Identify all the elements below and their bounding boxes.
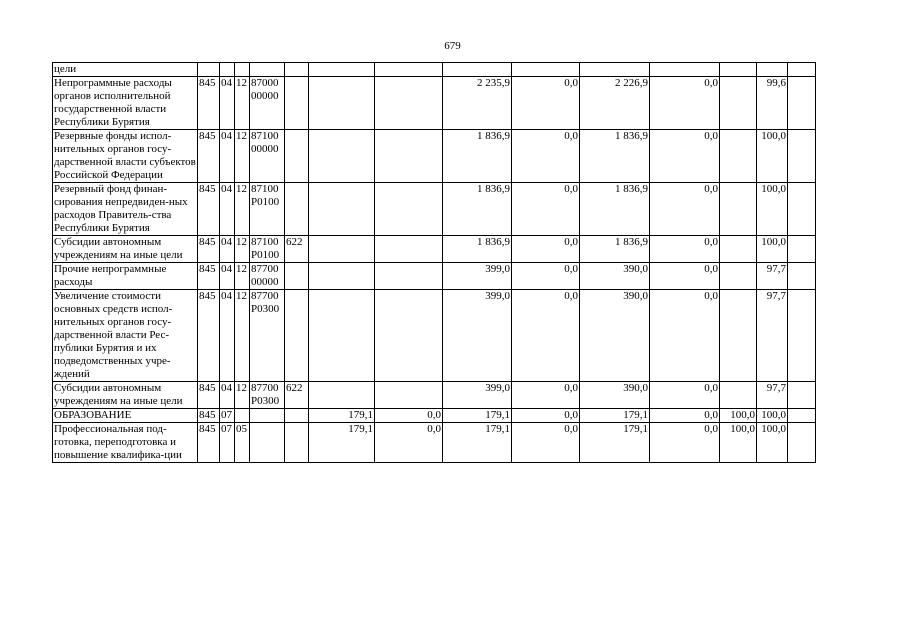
value-cell [788, 236, 816, 263]
value-cell: 0,0 [650, 382, 720, 409]
code-cell: 04 [220, 382, 235, 409]
value-cell: 1 836,9 [580, 236, 650, 263]
value-cell: 390,0 [580, 382, 650, 409]
value-cell [720, 382, 757, 409]
code-cell: 12 [235, 183, 250, 236]
value-cell: 0,0 [650, 409, 720, 423]
row-name-cell: Прочие непрограммные расходы [53, 263, 198, 290]
code-cell [285, 77, 309, 130]
code-cell: 12 [235, 77, 250, 130]
value-cell [309, 77, 375, 130]
value-cell [309, 382, 375, 409]
value-cell: 0,0 [512, 423, 580, 463]
value-cell [375, 63, 443, 77]
row-name-cell: Субсидии автономным учреждениям на иные цели [53, 236, 198, 263]
value-cell [309, 290, 375, 382]
value-cell: 399,0 [443, 290, 512, 382]
value-cell: 2 235,9 [443, 77, 512, 130]
value-cell: 0,0 [512, 409, 580, 423]
code-cell: 87100 P0100 [250, 236, 285, 263]
code-cell: 845 [198, 77, 220, 130]
code-cell: 845 [198, 290, 220, 382]
value-cell: 390,0 [580, 263, 650, 290]
value-cell: 179,1 [580, 409, 650, 423]
code-cell: 04 [220, 130, 235, 183]
page-number: 679 [444, 40, 461, 52]
code-cell: 87100 00000 [250, 130, 285, 183]
value-cell: 0,0 [375, 409, 443, 423]
value-cell [512, 63, 580, 77]
row-name-cell: Увеличение стоимости основных средств испол-нительных органов госу-дарственной власти Рес-публики Бурятия и их подведомственных учре-ждений [53, 290, 198, 382]
value-cell: 97,7 [757, 382, 788, 409]
row-name-cell: цели [53, 63, 198, 77]
value-cell: 1 836,9 [443, 236, 512, 263]
code-cell: 845 [198, 183, 220, 236]
value-cell [443, 63, 512, 77]
value-cell: 0,0 [650, 263, 720, 290]
value-cell: 1 836,9 [580, 183, 650, 236]
value-cell: 1 836,9 [443, 183, 512, 236]
code-cell: 12 [235, 236, 250, 263]
value-cell [788, 263, 816, 290]
row-name-cell: Резервные фонды испол-нительных органов госу-дарственной власти субъектов Российской Федерации [54, 130, 196, 181]
code-cell: 04 [220, 263, 235, 290]
value-cell: 100,0 [757, 236, 788, 263]
code-cell: 845 [198, 236, 220, 263]
table-row [53, 382, 816, 409]
value-cell: 0,0 [650, 130, 720, 183]
code-cell: 04 [220, 183, 235, 236]
table-row [53, 77, 816, 130]
value-cell: 100,0 [720, 409, 757, 423]
code-cell: 845 [198, 382, 220, 409]
code-cell: 845 [198, 130, 220, 183]
code-cell [285, 183, 309, 236]
value-cell: 0,0 [512, 77, 580, 130]
value-cell [757, 63, 788, 77]
code-cell: 12 [235, 290, 250, 382]
value-cell: 0,0 [650, 77, 720, 130]
value-cell: 179,1 [309, 409, 375, 423]
value-cell [788, 423, 816, 463]
code-cell: 04 [220, 236, 235, 263]
value-cell: 0,0 [512, 236, 580, 263]
code-cell [198, 63, 220, 77]
code-cell: 07 [220, 423, 235, 463]
value-cell: 0,0 [650, 423, 720, 463]
value-cell: 0,0 [375, 423, 443, 463]
value-cell [720, 77, 757, 130]
value-cell [720, 130, 757, 183]
value-cell [788, 382, 816, 409]
row-name-cell: Резервный фонд финан-сирования непредвиден-ных расходов Правитель-ства Республики Бурятия [53, 183, 198, 236]
value-cell: 390,0 [580, 290, 650, 382]
value-cell [309, 63, 375, 77]
value-cell [788, 63, 816, 77]
table-row [53, 409, 816, 423]
code-cell: 87700 P0300 [250, 290, 285, 382]
value-cell [720, 290, 757, 382]
code-cell [285, 290, 309, 382]
code-cell: 12 [235, 263, 250, 290]
code-cell: 87100 P0100 [250, 183, 285, 236]
row-name-cell: ОБРАЗОВАНИЕ [53, 409, 198, 423]
value-cell [375, 263, 443, 290]
value-cell: 0,0 [650, 290, 720, 382]
value-cell [720, 263, 757, 290]
value-cell: 2 226,9 [580, 77, 650, 130]
value-cell: 100,0 [720, 423, 757, 463]
row-name-cell: Субсидии автономным учреждениям на иные цели [53, 382, 198, 409]
value-cell: 179,1 [309, 423, 375, 463]
code-cell [250, 63, 285, 77]
value-cell: 99,6 [757, 77, 788, 130]
code-cell: 07 [220, 409, 235, 423]
code-cell: 12 [235, 130, 250, 183]
value-cell: 100,0 [757, 130, 788, 183]
code-cell: 845 [198, 409, 220, 423]
value-cell [788, 183, 816, 236]
code-cell: 04 [220, 77, 235, 130]
row-name-cell: Профессиональная под-готовка, переподготовка и повышение квалифика-ции [53, 423, 198, 463]
value-cell [788, 409, 816, 423]
value-cell: 97,7 [757, 263, 788, 290]
value-cell: 100,0 [757, 183, 788, 236]
table-row [53, 183, 816, 236]
value-cell: 1 836,9 [443, 130, 512, 183]
value-cell [309, 263, 375, 290]
code-cell [220, 63, 235, 77]
value-cell: 399,0 [443, 263, 512, 290]
value-cell: 179,1 [580, 423, 650, 463]
code-cell: 87700 00000 [250, 263, 285, 290]
code-cell [235, 409, 250, 423]
value-cell [720, 236, 757, 263]
value-cell [650, 63, 720, 77]
code-cell: 845 [198, 263, 220, 290]
value-cell: 179,1 [443, 423, 512, 463]
code-cell [285, 63, 309, 77]
table-row [53, 423, 816, 463]
value-cell [720, 63, 757, 77]
table-row [53, 130, 816, 183]
value-cell: 0,0 [512, 130, 580, 183]
code-cell: 05 [235, 423, 250, 463]
row-name-cell: Непрограммные расходы органов исполнительной государственной власти Республики Бурятия [53, 77, 198, 130]
value-cell: 179,1 [443, 409, 512, 423]
code-cell [250, 409, 285, 423]
value-cell [309, 183, 375, 236]
value-cell [788, 77, 816, 130]
value-cell [375, 382, 443, 409]
value-cell [375, 290, 443, 382]
table-row [53, 236, 816, 263]
code-cell [285, 423, 309, 463]
value-cell [720, 183, 757, 236]
value-cell [788, 290, 816, 382]
value-cell [788, 130, 816, 183]
code-cell: 622 [285, 236, 309, 263]
value-cell: 0,0 [650, 236, 720, 263]
value-cell [375, 77, 443, 130]
value-cell: 0,0 [512, 183, 580, 236]
code-cell [250, 423, 285, 463]
budget-table [52, 62, 816, 463]
value-cell: 100,0 [757, 409, 788, 423]
code-cell: 04 [220, 290, 235, 382]
code-cell [285, 130, 309, 183]
value-cell [375, 130, 443, 183]
value-cell: 1 836,9 [580, 130, 650, 183]
value-cell: 0,0 [512, 382, 580, 409]
value-cell [309, 130, 375, 183]
code-cell [285, 409, 309, 423]
code-cell: 622 [285, 382, 309, 409]
value-cell: 0,0 [650, 183, 720, 236]
code-cell [285, 263, 309, 290]
table-row [53, 263, 816, 290]
code-cell: 87000 00000 [250, 77, 285, 130]
value-cell: 399,0 [443, 382, 512, 409]
table-row [53, 290, 816, 382]
value-cell: 100,0 [757, 423, 788, 463]
value-cell: 0,0 [512, 263, 580, 290]
code-cell: 87700 P0300 [250, 382, 285, 409]
value-cell [375, 183, 443, 236]
value-cell [375, 236, 443, 263]
value-cell [309, 236, 375, 263]
table-row [53, 63, 816, 77]
value-cell: 97,7 [757, 290, 788, 382]
code-cell [235, 63, 250, 77]
value-cell [580, 63, 650, 77]
code-cell: 845 [198, 423, 220, 463]
code-cell: 12 [235, 382, 250, 409]
value-cell: 0,0 [512, 290, 580, 382]
